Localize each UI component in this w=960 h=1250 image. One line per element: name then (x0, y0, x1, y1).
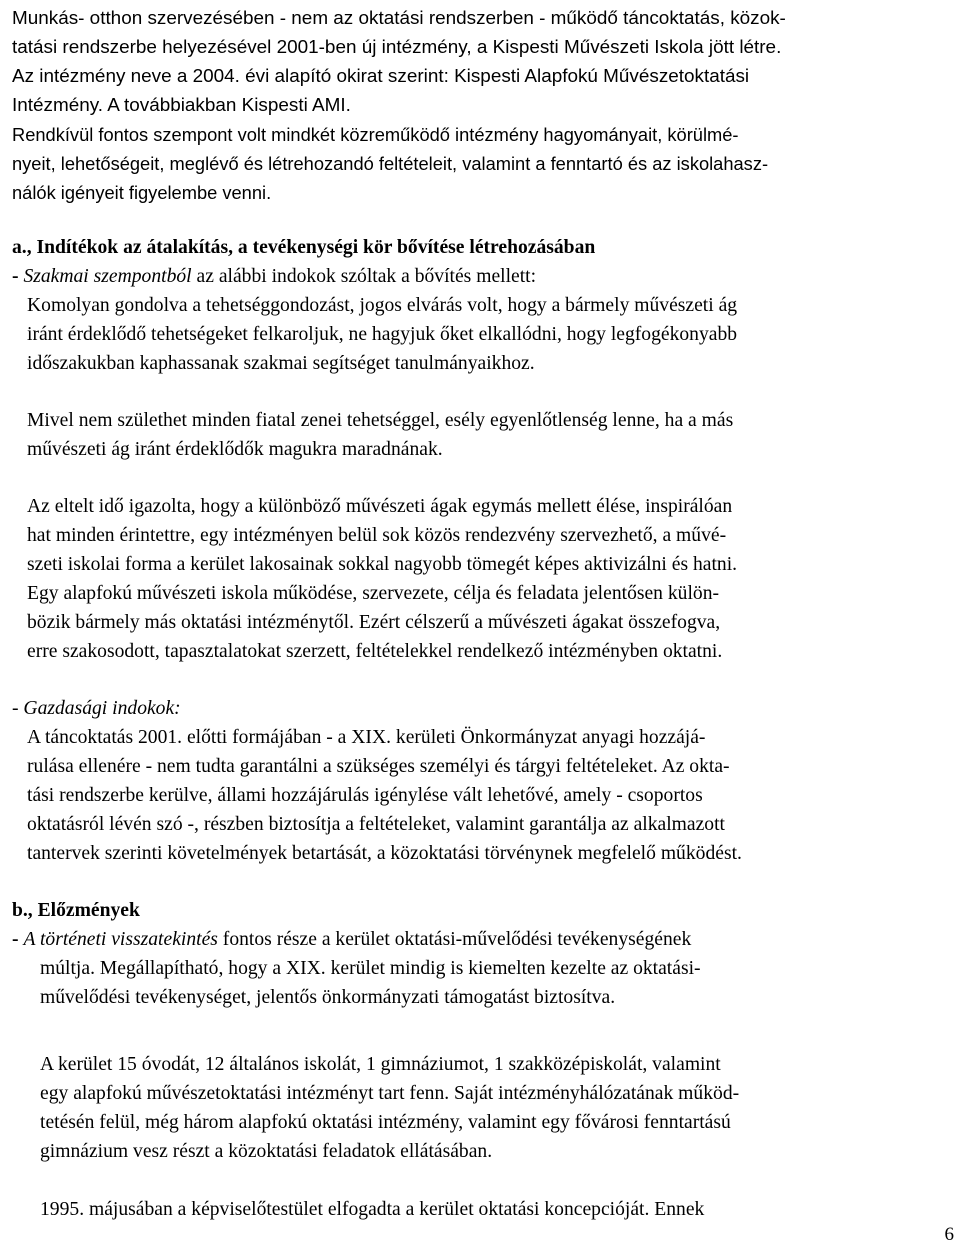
section-a-heading: a., Indítékok az átalakítás, a tevékenységi kör bővítése létrehozásában (12, 237, 596, 258)
professional-rest: az alábbi indokok szóltak a bővítés mellett: (191, 266, 537, 287)
intro-line: tatási rendszerbe helyezésével 2001-ben új intézmény, a Kispesti Művészeti Iskola jött létre. (12, 37, 782, 58)
section-b-p2-line: 1995. májusában a képviselőtestület elfogadta a kerület oktatási koncepcióját. Ennek (40, 1199, 705, 1220)
viewpoint-line: Rendkívül fontos szempont volt mindkét közreműködő intézmény hagyományait, körülmé- (12, 124, 739, 145)
historical-rest: fontos része a kerület oktatási-művelődési tevékenységének (217, 929, 692, 950)
section-a-p1-line: Komolyan gondolva a tehetséggondozást, jogos elvárás volt, hogy a bármely művészeti ág (27, 295, 738, 316)
section-a-p3-line: szeti iskolai forma a kerület lakosainak sokkal nagyobb tömegét képes aktivizálni és hatni. (27, 554, 738, 575)
historical-line: művelődési tevékenységet, jelentős önkormányzati támogatást biztosítva. (40, 987, 616, 1008)
section-b-p1-line: A kerület 15 óvodát, 12 általános iskolát, 1 gimnáziumot, 1 szakközépiskolát, valamint (40, 1054, 721, 1075)
section-a-p2-line: művészeti ág iránt érdeklődők magukra maradnának. (27, 439, 443, 460)
section-a-p3-line: hat minden érintettre, egy intézményen belül sok közös rendezvény szervezhető, a művé- (27, 525, 727, 546)
section-a-p1-line: időszakukban kaphassanak szakmai segítséget tanulmányaikhoz. (27, 353, 535, 374)
page-number: 6 (944, 1224, 954, 1245)
section-b-heading: b., Előzmények (12, 900, 140, 921)
list-dash: - (12, 929, 24, 950)
economic-line: rulása ellenére - nem tudta garantálni a szükséges személyi és tárgyi feltételeket. Az okta- (27, 756, 730, 777)
economic-line: A táncoktatás 2001. előtti formájában - a XIX. kerületi Önkormányzat anyagi hozzájá- (27, 727, 706, 748)
economic-line: oktatásról lévén szó -, részben biztosítja a feltételeket, valamint garantálja az alkalmazott (27, 814, 725, 835)
viewpoint-line: nálók igényeit figyelembe venni. (12, 182, 272, 203)
professional-intro (12, 261, 536, 292)
economic-line: tantervek szerinti követelmények betartását, a közoktatási törvénynek megfelelő működést. (27, 843, 742, 864)
list-dash: - (12, 266, 24, 287)
section-a-p2-line: Mivel nem születhet minden fiatal zenei tehetséggel, esély egyenlőtlenség lenne, ha a más (27, 410, 734, 431)
section-b-p1-line: gimnázium vesz részt a közoktatási feladatok ellátásában. (40, 1141, 493, 1162)
section-a-p3-line: Egy alapfokú művészeti iskola működése, szervezete, célja és feladata jelentősen külön- (27, 583, 720, 604)
section-a-p3-line: erre szakosodott, tapasztalatokat szerzett, feltételekkel rendelkező intézményben oktatni. (27, 641, 723, 662)
intro-line: Intézmény. A továbbiakban Kispesti AMI. (12, 95, 351, 116)
professional-label: Szakmai szempontból (23, 266, 192, 287)
viewpoint-line: nyeit, lehetőségeit, meglévő és létrehozandó feltételeit, valamint a fenntartó és az iskolahasz- (12, 153, 769, 174)
section-a-p3-line: bözik bármely más oktatási intézménytől. Ezért célszerű a művészeti ágakat összefogva, (27, 612, 721, 633)
section-b-p1-line: tetésén felül, még három alapfokú oktatási intézmény, valamint egy fővárosi fenntartású (40, 1112, 731, 1133)
section-a-p1-line: iránt érdeklődő tehetségeket felkaroljuk, ne hagyjuk őket elkallódni, hogy legfogékonyabb (27, 324, 738, 345)
intro-line: Az intézmény neve a 2004. évi alapító okirat szerint: Kispesti Alapfokú Művészetoktatási (12, 66, 750, 87)
intro-line: Munkás- otthon szervezésében - nem az oktatási rendszerben - működő táncoktatás, közok- (12, 8, 786, 29)
historical-intro (12, 924, 691, 955)
historical-label: A történeti visszatekintés (23, 929, 218, 950)
economic-label: - Gazdasági indokok: (12, 698, 181, 719)
historical-line: múltja. Megállapítható, hogy a XIX. kerület mindig is kiemelten kezelte az oktatási- (40, 958, 701, 979)
section-b-p1-line: egy alapfokú művészetoktatási intézményt tart fenn. Saját intézményhálózatának működ- (40, 1083, 740, 1104)
section-a-p3-line: Az eltelt idő igazolta, hogy a különböző művészeti ágak egymás mellett élése, inspirálóan (27, 496, 733, 517)
economic-line: tási rendszerbe kerülve, állami hozzájárulás igénylése vált lehetővé, amely - csoportos (27, 785, 703, 806)
